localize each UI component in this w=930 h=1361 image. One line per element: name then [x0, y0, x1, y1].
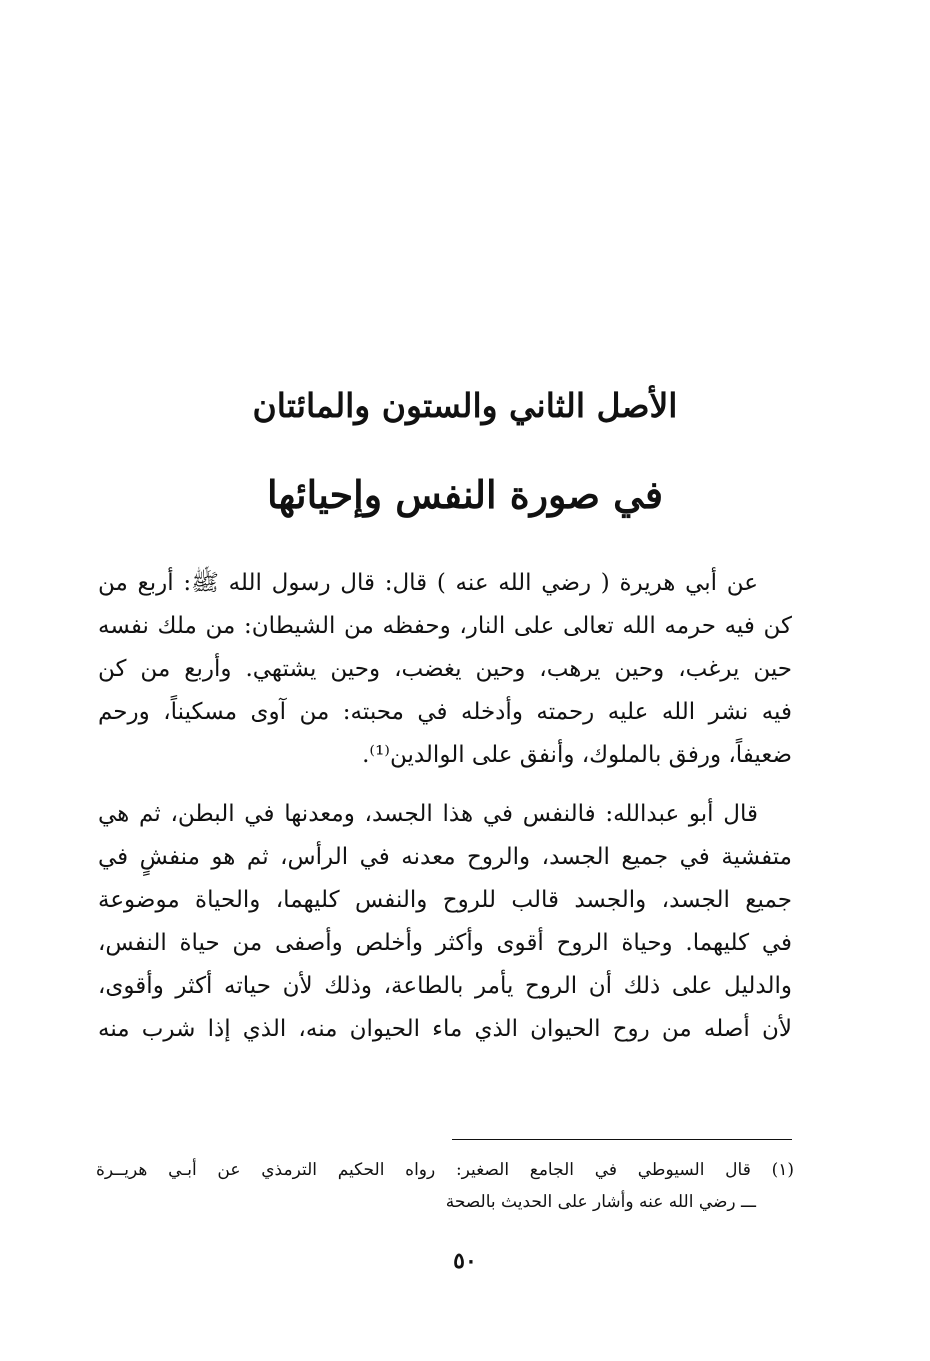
- paragraph-commentary: [98, 793, 792, 1051]
- text-line: قال أبو عبدالله: فالنفس في هذا الجسد، ومعدنها في البطن، ثم هي: [98, 801, 758, 827]
- text-line: كن فيه حرمه الله تعالى على النار، وحفظه من الشيطان: من ملك نفسه: [98, 613, 792, 639]
- text-line: لأن أصله من روح الحيوان الذي ماء الحيوان منه، الذي إذا شرب منه: [98, 1016, 792, 1042]
- page-number: ٥٠: [453, 1248, 477, 1274]
- text-line: متفشية في جميع الجسد، والروح معدنه في الرأس، ثم هو منفشٍ في: [98, 844, 792, 870]
- text-line: عن أبي هريرة ( رضي الله عنه ) قال: قال رسول الله ﷺ: أربع من: [98, 570, 758, 596]
- text-line: في كليهما. وحياة الروح أقوى وأكثر وأخلص وأصفى من حياة النفس،: [98, 930, 792, 956]
- text-line: والدليل على ذلك أن الروح يأمر بالطاعة، وذلك لأن حياته أكثر وأقوى،: [98, 973, 792, 999]
- footnote-line: ـــ رضي الله عنه وأشار على الحديث بالصحة: [445, 1192, 756, 1212]
- chapter-heading: الأصل الثاني والستون والمائتان: [252, 386, 678, 425]
- text-line: حين يرغب، وحين يرهب، وحين يغضب، وحين يشتهي. وأربع من كن: [98, 656, 792, 682]
- text-line: ضعيفاً، ورفق بالملوك، وأنفق على الوالدين⁽¹⁾.: [362, 742, 792, 768]
- chapter-title: في صورة النفس وإحيائها: [266, 472, 664, 517]
- footnote-line: (١) قال السيوطي في الجامع الصغير: رواه الحكيم الترمذي عن أبـي هريــرة: [96, 1160, 794, 1180]
- footnote: [96, 1154, 794, 1218]
- paragraph-hadith: [98, 562, 792, 777]
- footnote-divider: [452, 1139, 792, 1140]
- text-line: فيه نشر الله عليه رحمته وأدخله في محبته: من آوى مسكيناً، ورحم: [98, 699, 792, 725]
- text-line: جميع الجسد، والجسد قالب للروح والنفس كليهما، والحياة موضوعة: [98, 887, 792, 913]
